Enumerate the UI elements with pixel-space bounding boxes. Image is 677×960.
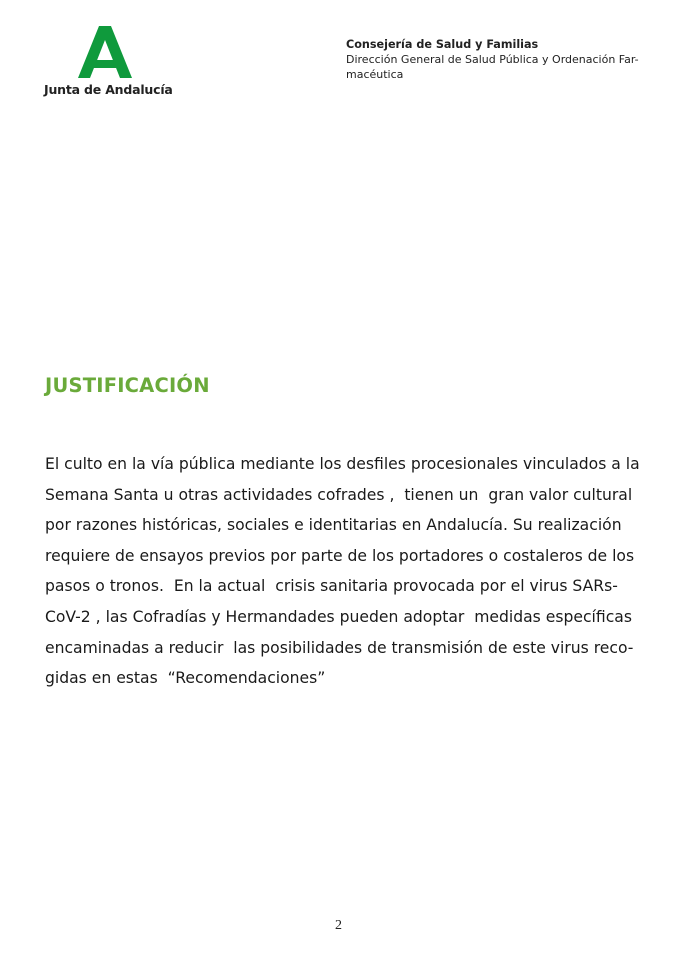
page-number: 2 — [335, 918, 342, 933]
header-institution — [346, 37, 646, 82]
paragraph-line: El culto en la vía pública mediante los desfiles procesionales vinculados a la — [45, 455, 640, 473]
paragraph-line: gidas en estas “Recomendaciones” — [45, 669, 326, 688]
department-name: Consejería de Salud y Familias — [346, 38, 539, 51]
directorate-line-2: macéutica — [346, 68, 404, 81]
justification-paragraph — [45, 449, 640, 694]
junta-a-emblem-icon — [78, 26, 132, 78]
logo-text: Junta de Andalucía — [44, 82, 173, 97]
paragraph-line: requiere de ensayos previos por parte de los portadores o costaleros de los — [45, 546, 635, 565]
directorate-line-1: Dirección General de Salud Pública y Ordenación Far- — [346, 53, 639, 66]
section-title: JUSTIFICACIÓN — [45, 374, 210, 397]
junta-logo — [44, 26, 174, 98]
paragraph-line: Semana Santa u otras actividades cofrades , tienen un gran valor cultural — [45, 485, 633, 504]
paragraph-line: CoV-2 , las Cofradías y Hermandades pueden adoptar medidas específicas — [45, 607, 632, 626]
paragraph-line: por razones históricas, sociales e identitarias en Andalucía. Su realización — [45, 516, 622, 535]
paragraph-line: pasos o tronos. En la actual crisis sanitaria provocada por el virus SARs- — [45, 577, 618, 596]
paragraph-line: encaminadas a reducir las posibilidades de transmisión de este virus reco- — [45, 638, 634, 657]
